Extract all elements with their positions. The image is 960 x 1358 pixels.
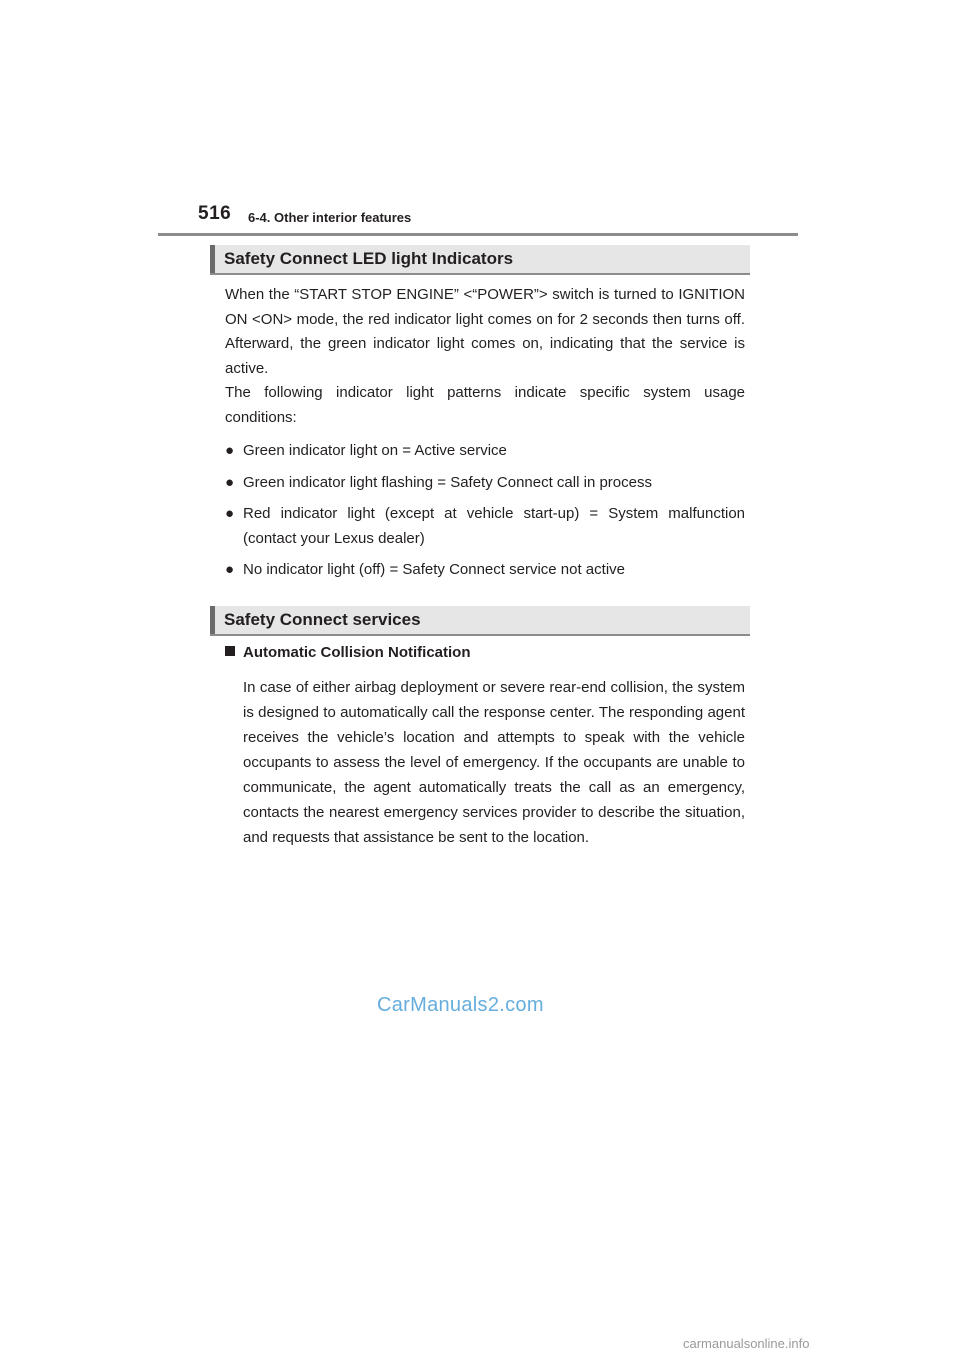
list-item	[225, 471, 745, 496]
indicator-pattern-list	[225, 439, 745, 590]
list-item-text: Red indicator light (except at vehicle start-up) = System malfunction (contact your Lexus dealer)	[243, 505, 745, 547]
list-item	[225, 439, 745, 464]
footer-watermark: carmanualsonline.info	[683, 1336, 810, 1351]
page-number: 516	[198, 203, 232, 224]
list-item-text: No indicator light (off) = Safety Connect service not active	[243, 561, 625, 578]
bullet-icon: ●	[225, 442, 235, 459]
list-item	[225, 502, 745, 551]
paragraph-patterns-intro: The following indicator light patterns indicate specific system usage conditions:	[225, 384, 745, 426]
section-title: Safety Connect services	[224, 610, 421, 629]
square-icon	[225, 646, 235, 656]
section-heading-led-indicators	[210, 245, 750, 275]
intro-paragraphs	[225, 283, 745, 430]
subheading-collision-notification	[225, 644, 471, 661]
list-item-text: Green indicator light on = Active service	[243, 442, 507, 459]
list-item-text: Green indicator light flashing = Safety Connect call in process	[243, 473, 652, 491]
header-divider	[158, 233, 798, 236]
section-heading-services	[210, 606, 750, 636]
collision-notification-body: In case of either airbag deployment or severe rear-end collision, the system is designed to automatically call the response center. The responding agent receives the vehicle’s location and attempts to speak with the vehicle occupants to assess the level of emergency. If the occupants are unable to communicate, the agent automatically treats the call as an emergency, contacts the nearest emergency services provider to describe the situation, and requests that assistance be sent to the location.	[243, 679, 745, 846]
bullet-icon: ●	[225, 561, 235, 578]
section-accent-bar	[210, 245, 215, 273]
bullet-icon: ●	[225, 505, 235, 522]
list-item	[225, 558, 745, 583]
subheading-text: Automatic Collision Notification	[243, 644, 471, 661]
section-title: Safety Connect LED light Indicators	[224, 249, 514, 268]
section-accent-bar	[210, 606, 215, 634]
paragraph-power-on: When the “START STOP ENGINE” <“POWER”> switch is turned to IGNITION ON <ON> mode, the red indicator light comes on for 2 seconds then turns off. Afterward, the green indicator light comes on, indicating that the service is active.	[225, 286, 745, 377]
bullet-icon: ●	[225, 473, 235, 491]
watermark-logo: CarManuals2.com	[377, 994, 544, 1016]
page-header	[198, 203, 798, 233]
chapter-section-label: 6-4. Other interior features	[248, 210, 412, 225]
